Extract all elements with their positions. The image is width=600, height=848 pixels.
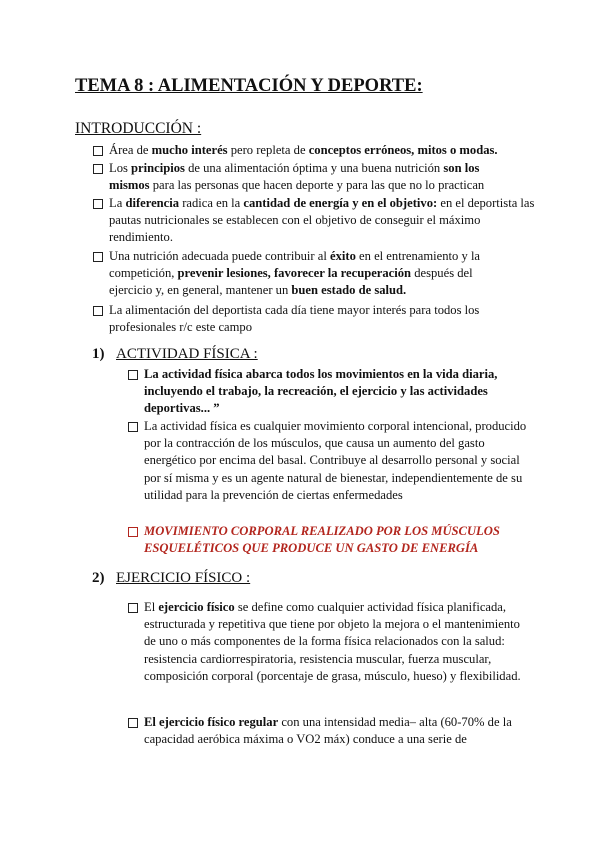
text-run: con una intensidad media– alta (60-70% de la capacidad aeróbica máxima o VO2 máx) conduce a una serie de [144,715,512,747]
section-1-bullet-2 [128,418,528,504]
page-title: TEMA 8 : ALIMENTACIÓN Y DEPORTE: [75,76,423,96]
intro-bullet-1 [93,142,533,159]
bullet-text [109,195,535,247]
bullet-text [109,248,513,300]
bullet-text [109,142,533,159]
checkbox-icon [128,370,138,380]
bullet-text [144,366,528,418]
text-run: La [109,196,126,210]
checkbox-icon [93,306,103,316]
bold-run: buen estado de salud. [291,283,407,298]
intro-heading: INTRODUCCIÓN : [75,120,202,137]
bold-run: mucho interés [151,143,228,157]
text-run: La alimentación del deportista cada día tiene mayor interés para todos los profesionales r/c este campo [109,303,480,335]
text-run: después del ejercicio y, en general, mantener un [109,266,473,298]
section-title: EJERCICIO FÍSICO : [116,570,251,586]
text-run: de una alimentación óptima y una buena nutrición [184,161,444,175]
checkbox-icon [93,164,103,174]
section-1-highlight [128,523,528,557]
section-number: 1) [92,346,105,362]
bold-run: ejercicio físico [158,600,235,614]
bold-run: conceptos erróneos, mitos o modas. [308,143,498,157]
section-1-heading [92,346,258,363]
intro-bullet-4 [93,248,513,300]
bold-run: diferencia [125,196,180,210]
checkbox-icon [93,252,103,262]
bullet-text [144,714,528,748]
text-run: radica en la [179,196,244,210]
checkbox-icon [93,146,103,156]
checkbox-icon [128,603,138,613]
intro-bullet-5 [93,302,513,336]
bullet-text [144,599,528,685]
text-run: Los [109,161,132,175]
text-run: La actividad física es cualquier movimiento corporal intencional, producido por la contracción de los músculos, que causa un aumento del gasto energético por encima del basal. Contribuye al desarrollo personal y social por sí misma y es un agente natural de bienestar, independientemente de su utilidad para la prevención de ciertas enfermedades [144,419,527,502]
text-run: para las personas que hacen deporte y para las que no lo practican [149,178,485,193]
bullet-text [109,302,513,336]
section-number: 2) [92,570,105,586]
bold-run: cantidad de energía y en el objetivo: [243,196,438,210]
bold-run: El ejercicio físico regular [144,715,279,729]
bold-run: éxito [330,249,356,263]
section-2-bullet-1 [128,599,528,685]
text-run: en el deportista las pautas nutricionales se establecen con el objetivo de conseguir el máximo rendimiento. [109,196,535,245]
checkbox-icon [93,199,103,209]
bullet-text [144,418,528,504]
highlight-text: MOVIMIENTO CORPORAL REALIZADO POR LOS MÚSCULOS ESQUELÉTICOS QUE PRODUCE UN GASTO DE ENERGÍA [144,524,500,556]
section-1-bullet-1 [128,366,528,418]
bold-run: son los mismos [109,161,480,193]
section-2-bullet-2 [128,714,528,748]
text-run: Área de [109,143,152,157]
checkbox-icon [128,422,138,432]
section-title: ACTIVIDAD FÍSICA : [116,346,258,362]
bold-run: principios [131,161,185,175]
checkbox-icon [128,718,138,728]
section-2-heading [92,570,250,587]
intro-bullet-2 [93,160,511,194]
text-run: en el entrenamiento y la competición, [109,249,481,281]
bullet-text [109,160,511,194]
bold-run: La actividad física abarca todos los movimientos en la vida diaria, incluyendo el trabajo, la recreación, el ejercicio y las actividades deportivas... ” [144,367,498,416]
bold-run: prevenir lesiones, favorecer la recuperación [177,266,412,281]
intro-bullet-3 [93,195,535,247]
text-run: El [144,600,159,614]
checkbox-icon [128,527,138,537]
text-run: Una nutrición adecuada puede contribuir al [109,249,330,263]
text-run: pero repleta de [227,143,309,157]
text-run: se define como cualquier actividad física planificada, estructurada y repetitiva que tiene por objeto la mejora o el mantenimiento de uno o más componentes de la forma física relacionados con la salud: resistencia cardiorrespiratoria, resistencia muscular, fuerza muscular, composición corporal (porcentaje de grasa, músculo, hueso) y flexibilidad. [144,600,521,683]
